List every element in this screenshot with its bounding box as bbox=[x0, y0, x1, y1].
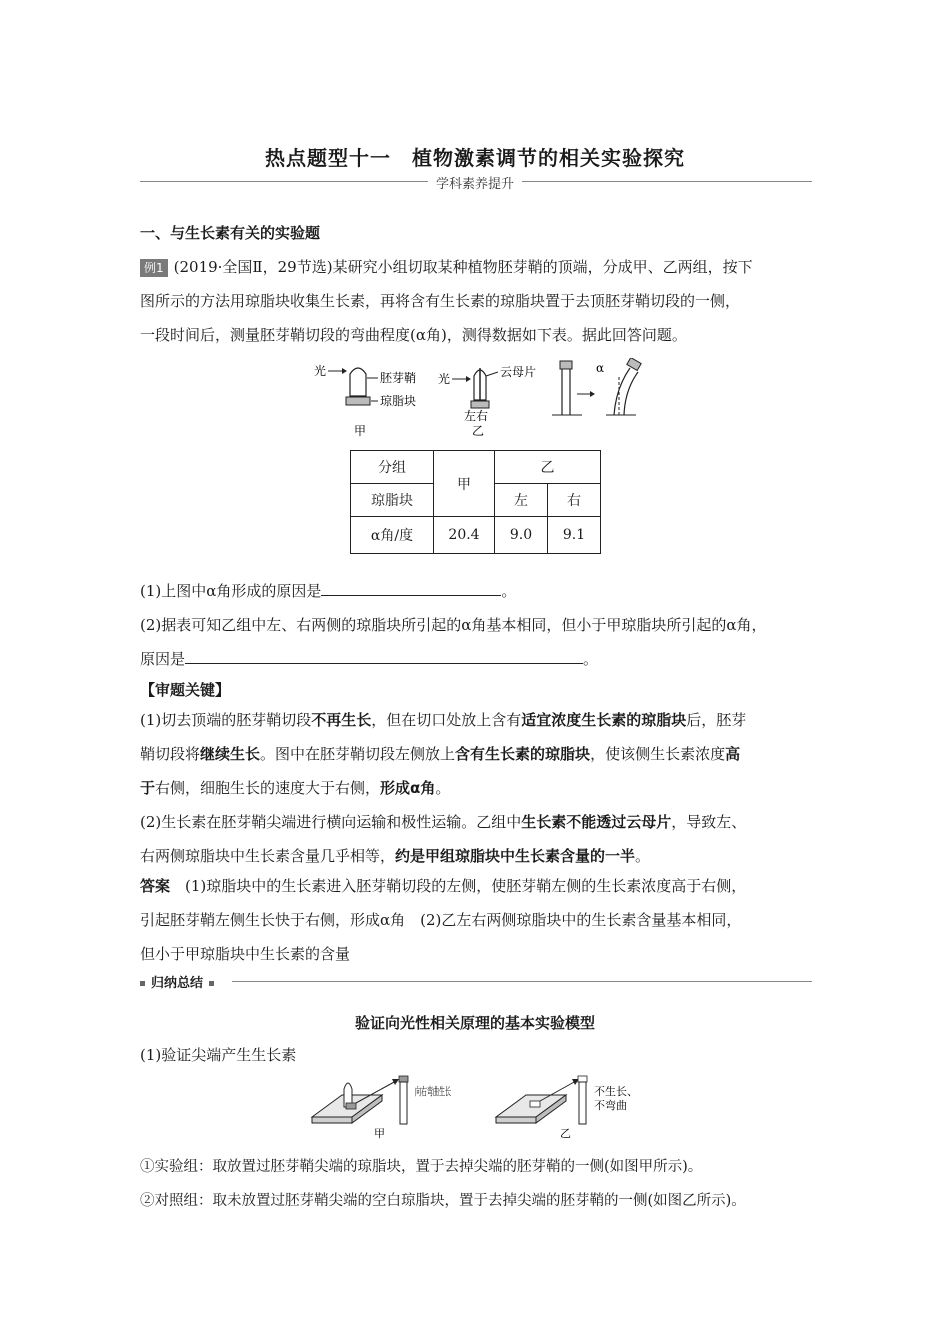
table-cell: 乙 bbox=[495, 451, 601, 484]
group-b-label: 乙 bbox=[472, 424, 485, 438]
table-cell: 甲 bbox=[434, 451, 495, 517]
answer-line: 引起胚芽鞘左侧生长快于右侧，形成α角 (2)乙左右两侧琼脂块中的生长素含量基本相同， bbox=[140, 911, 742, 929]
experiment-figure bbox=[300, 358, 660, 440]
table-cell: 琼脂块 bbox=[351, 484, 434, 517]
table-cell: 20.4 bbox=[434, 517, 495, 554]
section-heading: 一、与生长素有关的实验题 bbox=[140, 224, 321, 242]
question-2-line: (2)据表可知乙组中左、右两侧的琼脂块所引起的α角基本相同，但小于甲琼脂块所引起的α角， bbox=[140, 616, 767, 634]
agar-block bbox=[560, 361, 572, 369]
coleoptile-shape bbox=[350, 368, 366, 396]
group-a-label: 甲 bbox=[354, 424, 367, 438]
data-table bbox=[350, 450, 601, 554]
agar-block bbox=[346, 397, 370, 405]
table-cell: α角/度 bbox=[351, 517, 434, 554]
summary-items bbox=[140, 1150, 820, 1218]
summary-divider bbox=[232, 981, 812, 982]
agar-block bbox=[471, 401, 489, 408]
left-right-label: 左右 bbox=[464, 409, 489, 423]
key-line: (2)生长素在胚芽鞘尖端进行横向运输和极性运输。乙组中生长素不能透过云母片，导致左、 bbox=[140, 813, 747, 831]
key-line: 右两侧琼脂块中生长素含量几乎相等，约是甲组琼脂块中生长素含量的一半。 bbox=[140, 847, 651, 865]
mica-label: 云母片 bbox=[500, 365, 537, 379]
key-analysis bbox=[140, 703, 812, 873]
example-text bbox=[140, 250, 812, 352]
light-label: 光 bbox=[314, 364, 327, 378]
answer-blank bbox=[321, 577, 501, 596]
answer-line: 答案 (1)琼脂块中的生长素进入胚芽鞘切段的左侧，使胚芽鞘左侧的生长素浓度高于右侧， bbox=[140, 877, 747, 895]
page-subtitle: 学科素养提升 bbox=[0, 173, 950, 192]
fig-a-label: 向右弯曲生长 bbox=[415, 1085, 481, 1098]
question-2-line: 原因是 。 bbox=[140, 642, 812, 676]
key-heading: 【审题关键】 bbox=[140, 681, 231, 699]
summary-item: ②对照组：取未放置过胚芽鞘尖端的空白琼脂块，置于去掉尖端的胚芽鞘的一侧(如图乙所示)。 bbox=[140, 1193, 746, 1209]
key-line: 鞘切段将继续生长。图中在胚芽鞘切段左侧放上含有生长素的琼脂块，使该侧生长素浓度高 bbox=[140, 745, 741, 763]
answer-label: 答案 bbox=[140, 877, 171, 895]
summary-tag: 归纳总结 bbox=[140, 972, 214, 991]
example-line: 一段时间后，测量胚芽鞘切段的弯曲程度(α角)，测得数据如下表。据此回答问题。 bbox=[140, 326, 687, 344]
summary-heading: 验证向光性相关原理的基本实验模型 bbox=[354, 1014, 595, 1032]
light-label: 光 bbox=[438, 372, 451, 386]
fig-b-label: 不生长、 bbox=[594, 1085, 638, 1098]
summary-item: ①实验组：取放置过胚芽鞘尖端的琼脂块，置于去掉尖端的胚芽鞘的一侧(如图甲所示)。 bbox=[140, 1159, 703, 1175]
agar-label: 琼脂块 bbox=[380, 394, 417, 408]
table-cell: 9.0 bbox=[495, 517, 548, 554]
fig-b-label: 不弯曲 bbox=[594, 1099, 627, 1112]
example-line: 图所示的方法用琼脂块收集生长素，再将含有生长素的琼脂块置于去顶胚芽鞘切段的一侧， bbox=[140, 292, 741, 310]
answer-line: 但小于甲琼脂块中生长素的含量 bbox=[140, 945, 351, 963]
page-title: 热点题型十一 植物激素调节的相关实验探究 bbox=[265, 146, 685, 170]
key-line: 于右侧，细胞生长的速度大于右侧，形成α角。 bbox=[140, 779, 451, 797]
table-cell: 右 bbox=[548, 484, 601, 517]
example-tag: 例1 bbox=[140, 259, 168, 277]
coleoptile-label: 胚芽鞘 bbox=[380, 371, 417, 385]
table-cell: 9.1 bbox=[548, 517, 601, 554]
table-cell: 左 bbox=[495, 484, 548, 517]
fig-b-caption: 乙 bbox=[560, 1127, 571, 1140]
fig-a-caption: 甲 bbox=[374, 1127, 385, 1140]
summary-subheading: (1)验证尖端产生生长素 bbox=[140, 1046, 297, 1064]
example-line: (2019·全国Ⅱ，29节选)某研究小组切取某种植物胚芽鞘的顶端，分成甲、乙两组，按下 bbox=[173, 258, 753, 276]
summary-figure bbox=[300, 1073, 660, 1143]
table-cell: 分组 bbox=[351, 451, 434, 484]
question-1: (1)上图中α角形成的原因是 。 bbox=[140, 574, 812, 608]
answer-blank bbox=[185, 645, 583, 664]
key-line: (1)切去顶端的胚芽鞘切段不再生长，但在切口处放上含有适宜浓度生长素的琼脂块后，胚芽 bbox=[140, 711, 747, 729]
alpha-label: α bbox=[596, 361, 605, 375]
answer bbox=[140, 869, 812, 971]
questions bbox=[140, 574, 812, 676]
